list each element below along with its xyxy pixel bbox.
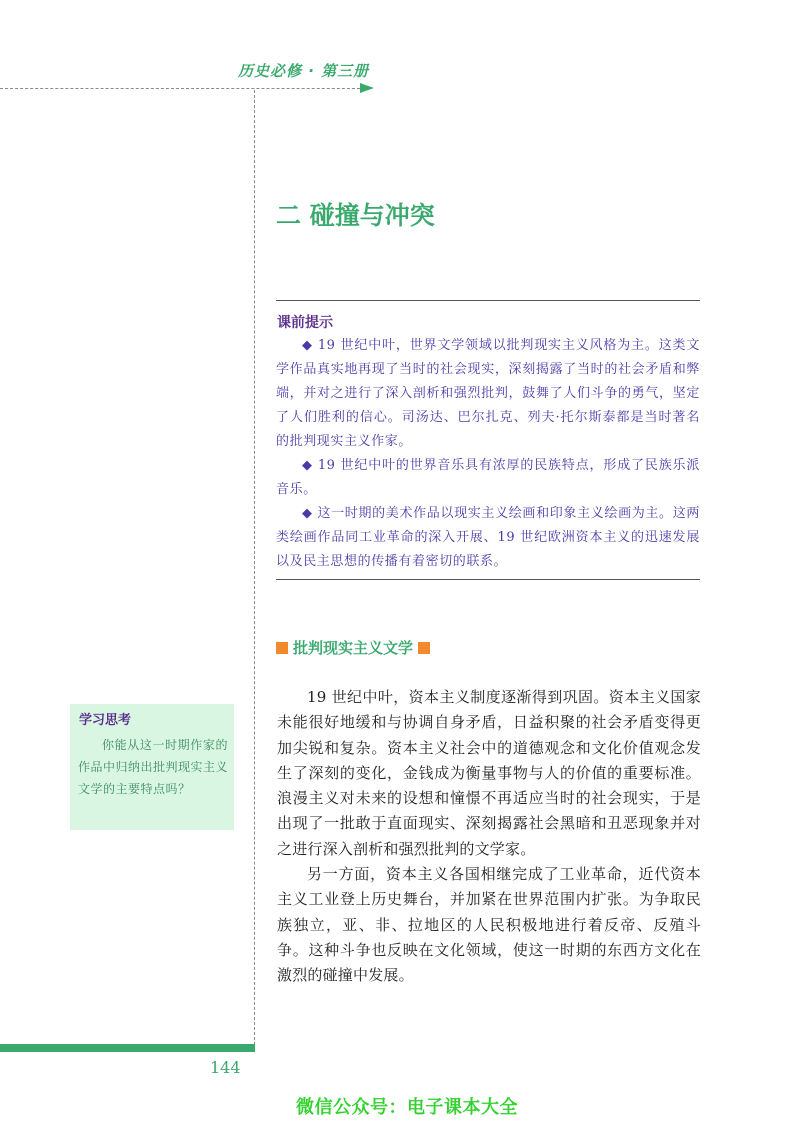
diamond-bullet-icon: ◆ bbox=[302, 506, 313, 521]
preview-item-text: 这一时期的美术作品以现实主义绘画和印象主义绘画为主。这两类绘画作品同工业革命的深入开展、19 世纪欧洲资本主义的迅速发展以及民主思想的传播有着密切的联系。 bbox=[276, 506, 700, 569]
diamond-bullet-icon: ◆ bbox=[302, 338, 313, 353]
preview-item bbox=[276, 454, 700, 502]
study-heading: 学习思考 bbox=[79, 713, 132, 728]
watermark-text: 微信公众号：电子课本大全 bbox=[296, 1097, 518, 1118]
preview-item bbox=[276, 502, 700, 574]
margin-dashed-rule bbox=[254, 90, 255, 1045]
preview-item-text: 19 世纪中叶的世界音乐具有浓厚的民族特点，形成了民族乐派音乐。 bbox=[276, 458, 700, 497]
diamond-bullet-icon: ◆ bbox=[302, 458, 313, 473]
footer-green-bar bbox=[0, 1044, 255, 1052]
header-arrow-icon bbox=[360, 83, 374, 93]
preview-heading: 课前提示 bbox=[277, 315, 333, 331]
running-header-title: 历史必修 · 第三册 bbox=[238, 62, 370, 80]
orange-square-icon bbox=[276, 642, 288, 654]
page-number: 144 bbox=[210, 1058, 241, 1077]
preview-body bbox=[276, 334, 700, 574]
orange-square-icon bbox=[418, 642, 430, 654]
header-dashed-rule bbox=[0, 88, 370, 89]
subsection-heading bbox=[276, 637, 435, 658]
preview-bottom-rule bbox=[276, 579, 700, 580]
preview-top-rule bbox=[276, 300, 700, 301]
body-text bbox=[277, 685, 701, 989]
study-question: 你能从这一时期作家的作品中归纳出批判现实主义文学的主要特点吗？ bbox=[78, 738, 229, 796]
preview-item bbox=[276, 334, 700, 454]
subsection-title: 批判现实主义文学 bbox=[293, 639, 414, 657]
body-paragraph: 另一方面，资本主义各国相继完成了工业革命，近代资本主义工业登上历史舞台，并加紧在世界范围内扩张。为争取民族独立，亚、非、拉地区的人民积极地进行着反帝、反殖斗争。这种斗争也反映在文化领域，使这一时期的东西方文化在激烈的碰撞中发展。 bbox=[277, 865, 701, 985]
section-title: 二 碰撞与冲突 bbox=[276, 201, 435, 230]
preview-item-text: 19 世纪中叶，世界文学领域以批判现实主义风格为主。这类文学作品真实地再现了当时的社会现实，深刻揭露了当时的社会矛盾和弊端，并对之进行了深入剖析和强烈批判，鼓舞了人们斗争的勇气，坚定了人们胜利的信心。司汤达、巴尔扎克、列夫·托尔斯泰都是当时著名的批判现实主义作家。 bbox=[276, 338, 700, 449]
body-paragraph: 19 世纪中叶，资本主义制度逐渐得到巩固。资本主义国家未能很好地缓和与协调自身矛盾，日益积聚的社会矛盾变得更加尖锐和复杂。资本主义社会中的道德观念和文化价值观念发生了深刻的变化，金钱成为衡量事物与人的价值的重要标准。浪漫主义对未来的设想和憧憬不再适应当时的社会现实，于是出现了一批敢于直面现实、深刻揭露社会黑暗和丑恶现象并对之进行深入剖析和强烈批判的文学家。 bbox=[277, 688, 701, 858]
